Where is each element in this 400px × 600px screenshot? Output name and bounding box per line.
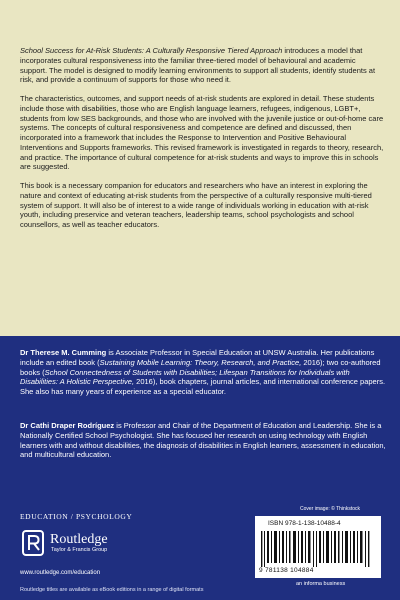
description-paragraph-2: The characteristics, outcomes, and support needs of at-risk students are explored in detail. These students include those with disabilities, those who are English language learners, refugees, indigenous, LGBT+, students from low SES backgrounds, and those who are involved with the juvenile justice or out-of-home care systems. The concepts of cultural responsiveness and competence are defined and discussed, then incorporated into a framework that includes the Response to Intervention and Positive Behavioural Interventions and Supports frameworks. This revised framework is investigated in regards to theory, research, and practice. The importance of cultural competence for at-risk students and ways to improve this in schools are suggested. [20,94,384,172]
author-panel [0,336,400,600]
bio-book-title: Sustaining Mobile Learning: Theory, Research, and Practice, [99,357,302,367]
publisher-logo [18,528,158,558]
isbn-label: ISBN 978-1-138-10488-4 [268,520,341,527]
publisher-website: www.routledge.com/education [20,570,101,576]
author-name: Dr Therese M. Cumming [20,348,107,357]
bio-text: is Associate Professor in Special Education at UNSW Australia. Her publications include an edited book ( [20,348,375,367]
author-name: Dr Cathi Draper Rodríguez [20,421,115,430]
description-paragraph-1 [20,46,384,85]
description-paragraph-3: This book is a necessary companion for educators and researchers who have an interest in exploring the nature and context of educating at-risk students from the perspective of a culturally responsive multi-tiered system of support. It will also be of interest to a wide range of individuals working in education with at-risk youth, including preservice and veteran teachers, leadership teams, school psychologists and school counsellors, as well as teacher educators. [20,181,372,229]
bio-text: is Professor and Chair of the Department of Education and Leadership. She is a Nationally Certified School Psychologist. She has focused her research on using technology with English learners with and without disabilities, the diagnosis of disabilities in English learners, assessment in education, and multicultural education. [20,421,386,460]
bio-text: 2016); two co-authored books ( [20,357,381,377]
publisher-group: Taylor & Francis Group [51,547,108,553]
book-title: School Success for At-Risk Students: A Culturally Responsive Tiered Approach [20,46,283,55]
informa-brand: an informa business [296,581,346,587]
barcode-icon [261,531,375,567]
publisher-name: Routledge [50,532,108,547]
barcode-panel [255,516,381,578]
author-bio-cumming [20,348,386,397]
bio-book-title: School Connectedness of Students with Disabilities; Lifespan Transitions for Individuals with Disabilities: A Holistic Perspective, [20,367,350,387]
routledge-r-icon [18,528,48,558]
description-text [20,46,384,239]
barcode-number: 9 781138 104884 [259,567,314,574]
bio-text: 2016), book chapters, journal articles, and international conference papers. She also has many years of experience as a special educator. [20,377,386,396]
ebook-note: Routledge titles are available as eBook editions in a range of digital formats [20,587,204,593]
subject-category: EDUCATION / PSYCHOLOGY [20,512,133,521]
description-paragraph-1-text: introduces a model that incorporates cultural responsiveness into the familiar three-tiered model of behavioural and academic support. The model is designed to modify learning environments to support all students, identify students at risk, and provide a continuum of supports for those who need it. [20,46,376,85]
cover-image-credit: Cover image: © Thinkstock [300,506,361,512]
author-bio-rodriguez [20,421,386,460]
